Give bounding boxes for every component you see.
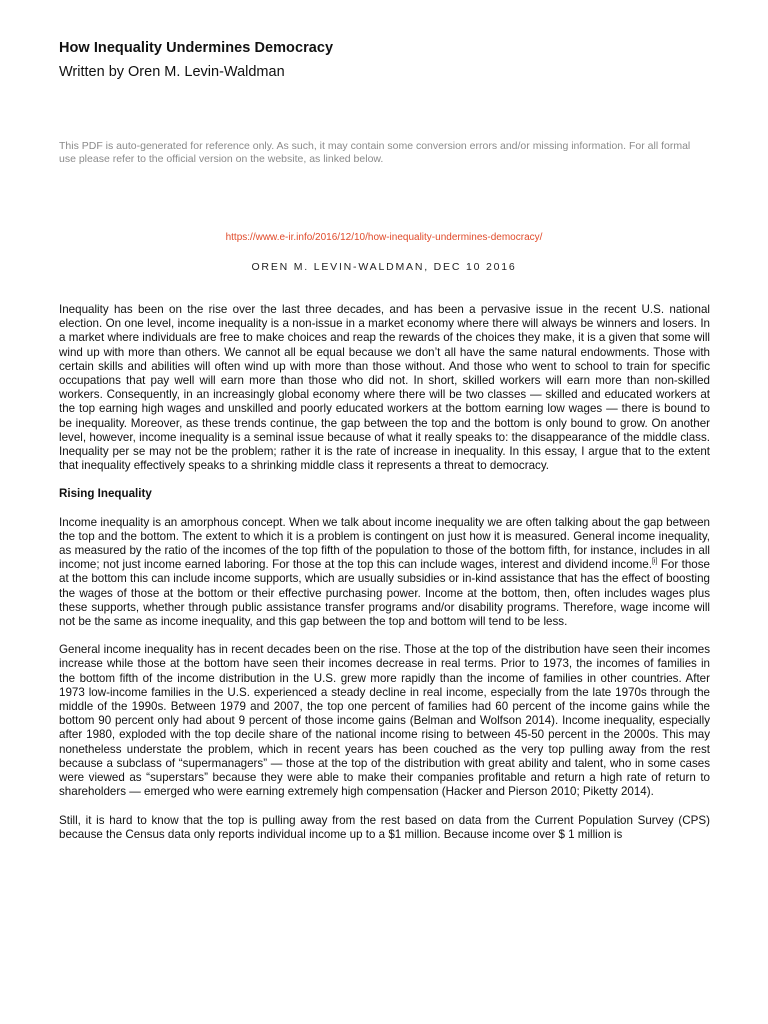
paragraph-income-concept — [59, 516, 710, 630]
section-heading-rising-inequality: Rising Inequality — [59, 487, 152, 501]
document-title: How Inequality Undermines Democracy — [59, 40, 334, 56]
article-body — [59, 303, 710, 856]
paragraph-text: For those at the bottom this can include income supports, which are usually subsidies or in-kind assistance that has the effect of boosting the wages of those at the bottom or their effective purchasing power. Income at the bottom, then, often includes wages plus these supports, whether through public assistance transfer programs and/or disability programs. Therefore, wage income will not be the same as income inequality, and this gap between the top and bottom will tend to be less. — [59, 558, 710, 629]
footnote-ref[interactable]: [i] — [651, 558, 658, 566]
article-byline: OREN M. LEVIN-WALDMAN, DEC 10 2016 — [251, 261, 517, 273]
paragraph-text: Income inequality is an amorphous concept. When we talk about income inequality we are often talking about the gap between the top and the bottom. The extent to which it is a problem is contingent on just how it is measured. General income inequality, as measured by the ratio of the incomes of the top fifth of the population to those of the bottom fifth, for instance, includes in all income; not just income earned laboring. For those at the top this can include wages, interest and dividend income. — [59, 515, 710, 572]
paragraph-cps: Still, it is hard to know that the top is pulling away from the rest based on data from the Current Population Survey (CPS) because the Census data only reports individual income up to a $1 million. Because income over $ 1 million is — [59, 813, 710, 841]
paragraph-rising: General income inequality has in recent decades been on the rise. Those at the top of the distribution have seen their incomes increase while those at the bottom have seen their incomes decrease in real terms. Prior to 1973, the incomes of families in the bottom fifth of the income distribution in the U.S. grew more rapidly than the income of families in other countries. After 1973 low-income families in the U.S. experienced a steady decline in real income, especially from the late 1970s through the middle of the 1990s. Between 1979 and 2007, the top one percent of families had 60 percent of the income gains while the bottom 90 percent only had about 9 percent of those income gains (Belman and Wolfson 2014). Income inequality, especially after 1980, exploded with the top decile share of the national income rising to between 45-50 percent in the 2000s. This may nonetheless understate the problem, which in recent years has been couched as the very top pulling away from the rest because a subclass of “supermanagers” — those at the top of the distribution with great ability and talent, who in some cases were viewed as “superstars” because they were able to make their companies profitable and return a high rate of return to shareholders — emerged who were earning extremely high compensation (Hacker and Pierson 2010; Piketty 2014). — [59, 643, 710, 799]
author-line: Written by Oren M. Levin-Waldman — [59, 64, 285, 80]
paragraph-intro: Inequality has been on the rise over the last three decades, and has been a pervasive issue in the recent U.S. national election. On one level, income inequality is a non-issue in a market economy where there will always be winners and losers. In a market where individuals are free to make choices and reap the rewards of the choices they make, it is a given that some will wind up with more than others. We cannot all be equal because we don’t all have the same natural endowments. Those with certain skills and abilities will often wind up with more than those without. And those who went to school to train for specific occupations that pay well will earn more than those who did not. In short, skilled workers will earn more than non-skilled workers. Consequently, in an increasingly global economy where there will be two classes — skilled and educated workers at the top earning high wages and unskilled and poorly educated workers at the bottom earning low wages — there is bound to be inequality. Moreover, as these trends continue, the gap between the top and the bottom is only bound to grow. On another level, however, income inequality is a seminal issue because of what it really speaks to: the disappearance of the middle class. Inequality per se may not be the problem; rather it is the rate of increase in inequality. In this essay, I argue that to the extent that inequality effectively speaks to a shrinking middle class it represents a threat to democracy. — [59, 303, 710, 473]
source-link[interactable]: https://www.e-ir.info/2016/12/10/how-inequality-undermines-democracy/ — [225, 232, 543, 243]
pdf-disclaimer: This PDF is auto-generated for reference only. As such, it may contain some conversion errors and/or missing information. For all formal use please refer to the official version on the website, as linked below. — [59, 140, 691, 165]
